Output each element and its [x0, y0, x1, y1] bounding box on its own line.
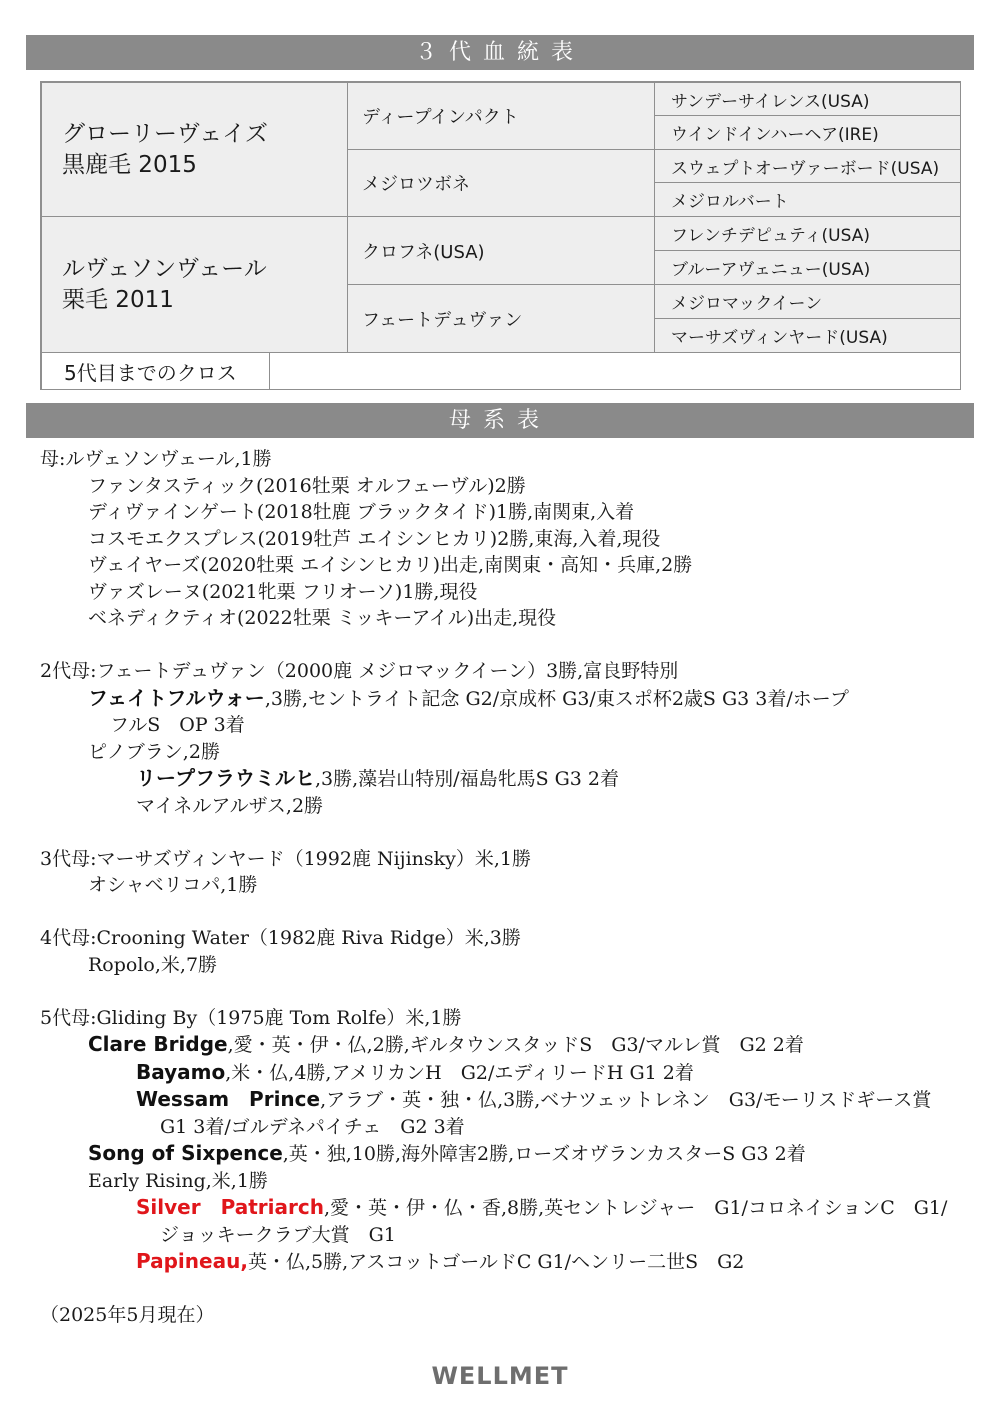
- progeny-line: [40, 685, 970, 713]
- sire-dam-cell: [347, 149, 655, 217]
- gen3-cell: [654, 284, 961, 319]
- gen3-cell: [654, 216, 961, 251]
- sire-dam-name: メジロツボネ: [362, 174, 470, 195]
- dam-name: ルヴェソンヴェール: [62, 255, 267, 282]
- third-dam-line: 3代母:マーサズヴィンヤード（1992鹿 Nijinsky）米,1勝: [40, 847, 532, 870]
- progeny-record: ,愛・英・伊・仏,2勝,ギルタウンスタッドS G3/マルレ賞 G2 2着: [227, 1034, 804, 1056]
- sire-sire-cell: [347, 82, 655, 150]
- sire-cell: [41, 82, 348, 217]
- black-type-name: Wessam Prince: [136, 1087, 321, 1111]
- progeny-record: ,米・仏,4勝,アメリカンH G2/エディリードH G1 2着: [225, 1061, 694, 1084]
- progeny-line-continued: フルS OP 3着: [110, 714, 245, 736]
- as-of-date: （2025年5月現在）: [40, 1304, 215, 1326]
- progeny-line: ピノブラン,2勝: [88, 740, 220, 763]
- dam-dam-cell: [347, 284, 655, 353]
- progeny-line: [40, 1140, 970, 1168]
- progeny-line-continued: G1 3着/ゴルデネパイチェ G2 3着: [160, 1115, 465, 1138]
- progeny-line: オシャベリコパ,1勝: [88, 874, 258, 896]
- female-family-list: [40, 446, 970, 1329]
- progeny-line: [40, 1031, 970, 1059]
- gen3-name: ブルーアヴェニュー(USA): [671, 260, 871, 280]
- second-dam-line: 2代母:フェートデュヴァン（2000鹿 メジロマックイーン）3勝,富良野特別: [40, 660, 679, 682]
- progeny-record: ,3勝,セントライト記念 G2/京成杯 G3/東スポ杯2歳S G3 3着/ホープ: [264, 687, 849, 710]
- sire-name: グローリーヴェイズ: [62, 120, 268, 147]
- cross-label: 5代目までのクロス: [64, 360, 237, 385]
- dam-cell: [41, 216, 348, 353]
- progeny-line: [40, 1059, 970, 1087]
- black-type-name: Clare Bridge: [88, 1032, 228, 1056]
- fourth-dam-line: 4代母:Crooning Water（1982鹿 Riva Ridge）米,3勝: [40, 927, 521, 949]
- progeny-line: Ropolo,米,7勝: [88, 953, 218, 976]
- sire-detail: 黒鹿毛 2015: [62, 151, 197, 178]
- progeny-line: [40, 1086, 970, 1114]
- sire-sire-name: ディープインパクト: [362, 107, 519, 128]
- gen3-cell: [654, 250, 961, 285]
- progeny-line: ファンタスティック(2016牡栗 オルフェーヴル)2勝: [88, 474, 526, 497]
- progeny-record: ,3勝,藻岩山特別/福島牝馬S G3 2着: [315, 768, 620, 790]
- progeny-line: [40, 1248, 970, 1276]
- progeny-line: Early Rising,米,1勝: [88, 1169, 268, 1192]
- fifth-dam-line: 5代母:Gliding By（1975鹿 Tom Rolfe）米,1勝: [40, 1006, 462, 1029]
- progeny-line: マイネルアルザス,2勝: [136, 794, 324, 817]
- gen3-name: フレンチデピュティ(USA): [671, 226, 870, 246]
- progeny-line-continued: ジョッキークラブ大賞 G1: [160, 1223, 396, 1246]
- black-type-name: Song of Sixpence: [88, 1141, 283, 1165]
- g1-winner-name: Papineau,: [136, 1249, 248, 1273]
- cross-label-cell: [41, 352, 270, 390]
- gen3-name: メジロルバート: [671, 192, 789, 212]
- progeny-line: ヴェイヤーズ(2020牡栗 エイシンヒカリ)出走,南関東・高知・兵庫,2勝: [88, 554, 693, 576]
- progeny-record: ,アラブ・英・独・仏,3勝,ベナツェットレネン G3/モーリスドギース賞: [320, 1089, 932, 1111]
- black-type-name: Bayamo: [136, 1059, 226, 1084]
- progeny-line: ヴァズレーヌ(2021牝栗 フリオーソ)1勝,現役: [88, 580, 478, 603]
- gen3-name: ウインドインハーヘア(IRE): [671, 125, 879, 145]
- progeny-record: ,英・独,10勝,海外障害2勝,ローズオヴランカスターS G3 2着: [282, 1143, 806, 1165]
- dam-sire-cell: [347, 216, 655, 285]
- progeny-line: [40, 1194, 970, 1222]
- pedigree-section-header: ３代血統表: [26, 35, 974, 70]
- gen3-cell: [654, 115, 961, 150]
- progeny-record: ,愛・英・伊・仏・香,8勝,英セントレジャー G1/コロネイションC G1/: [323, 1197, 948, 1219]
- gen3-cell: [654, 149, 961, 183]
- female-family-section-header: 母系表: [26, 403, 974, 438]
- progeny-line: ディヴァインゲート(2018牡鹿 ブラックタイド)1勝,南関東,入着: [88, 501, 635, 523]
- gen3-name: サンデーサイレンス(USA): [671, 91, 870, 112]
- black-type-name: リープフラウミルヒ: [136, 766, 315, 790]
- g1-winner-name: Silver Patriarch: [136, 1195, 324, 1219]
- pedigree-table: [40, 81, 961, 390]
- wellmet-logo: WELLMET: [431, 1362, 569, 1390]
- black-type-name: フェイトフルウォー: [88, 685, 265, 710]
- progeny-line: [40, 765, 970, 793]
- cross-value-cell: [269, 352, 961, 390]
- dam-dam-name: フェートデュヴァン: [362, 309, 523, 331]
- gen3-name: マーサズヴィンヤード(USA): [671, 328, 888, 348]
- gen3-cell: [654, 182, 961, 217]
- gen3-cell: [654, 82, 961, 116]
- dam-sire-name: クロフネ(USA): [362, 241, 485, 263]
- progeny-line: ベネディクティオ(2022牡栗 ミッキーアイル)出走,現役: [88, 607, 557, 629]
- dam-detail: 栗毛 2011: [62, 286, 174, 313]
- dam-line: 母:ルヴェソンヴェール,1勝: [40, 448, 272, 470]
- gen3-name: スウェプトオーヴァーボード(USA): [671, 158, 940, 179]
- progeny-record: 英・仏,5勝,アスコットゴールドC G1/ヘンリー二世S G2: [247, 1251, 745, 1273]
- gen3-name: メジロマックイーン: [671, 294, 823, 314]
- gen3-cell: [654, 318, 961, 353]
- progeny-line: コスモエクスプレス(2019牡芦 エイシンヒカリ)2勝,東海,入着,現役: [88, 527, 661, 550]
